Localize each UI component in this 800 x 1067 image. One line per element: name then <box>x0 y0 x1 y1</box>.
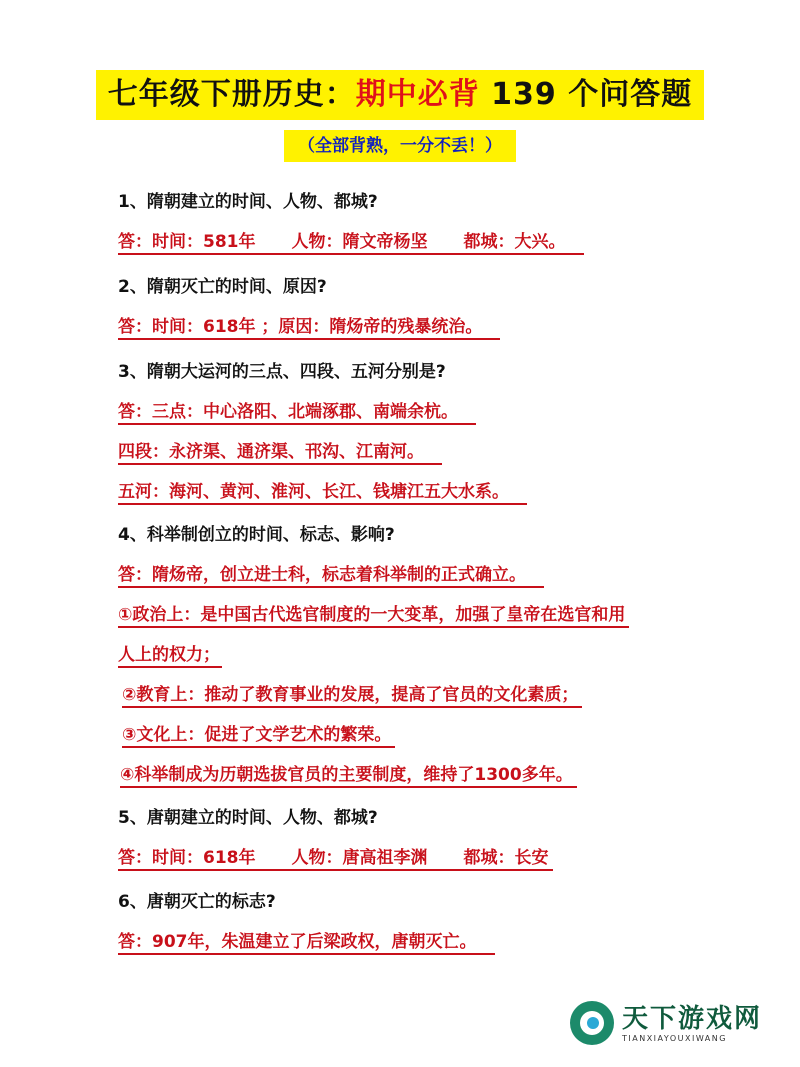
answer-4-education <box>122 682 582 708</box>
title-highlight: 期中必背 <box>355 77 480 112</box>
watermark-text <box>622 1004 762 1043</box>
watermark-logo <box>570 1001 762 1045</box>
answer-1-text <box>118 232 584 255</box>
answer-2-text: 答：时间：618年 ；原因：隋炀帝的残暴统治。 <box>118 317 500 340</box>
answer-3-sections-text: 四段：永济渠、通济渠、邗沟、江南河。 <box>118 442 442 465</box>
answer-4-selection-text: ④科举制成为历朝选拔官员的主要制度，维持了1300多年。 <box>120 765 577 788</box>
question-5: 5、唐朝建立的时间、人物、都城? <box>118 808 378 828</box>
answer-4-politics-text: ①政治上：是中国古代选官制度的一大变革，加强了皇帝在选官和用 <box>118 605 629 628</box>
title-banner <box>0 70 800 120</box>
answer-2 <box>118 314 500 340</box>
title-count: 139 个问答题 <box>479 77 693 112</box>
answer-3-sections <box>118 439 442 465</box>
answer-4-politics <box>118 602 629 628</box>
answer-3-points <box>118 399 476 425</box>
answer-3-rivers-text: 五河：海河、黄河、淮河、长江、钱塘江五大水系。 <box>118 482 527 505</box>
answer-prefix: 答： <box>118 232 152 252</box>
answer-prefix: 答： <box>118 848 152 868</box>
title-text: 七年级下册历史： <box>107 77 356 112</box>
question-4: 4、科举制创立的时间、标志、影响? <box>118 525 395 545</box>
question-6: 6、唐朝灭亡的标志? <box>118 892 276 912</box>
question-2: 2、隋朝灭亡的时间、原因? <box>118 277 327 297</box>
subtitle-banner <box>0 130 800 162</box>
question-3: 3、隋朝大运河的三点、四段、五河分别是? <box>118 362 446 382</box>
watermark-name: 天下游戏网 <box>621 1003 762 1034</box>
answer-person: 人物：唐高祖李渊 <box>291 848 428 868</box>
answer-time: 时间：581年 <box>152 232 256 252</box>
answer-capital: 都城：大兴。 <box>463 232 566 252</box>
answer-1 <box>118 229 584 255</box>
answer-4-education-text: ②教育上：推动了教育事业的发展，提高了官员的文化素质； <box>122 685 582 708</box>
answer-3-rivers <box>118 479 527 505</box>
subtitle: （全部背熟，一分不丢！） <box>284 130 516 162</box>
answer-5-text <box>118 848 553 871</box>
answer-6 <box>118 929 495 955</box>
question-1: 1、隋朝建立的时间、人物、都城? <box>118 192 378 212</box>
answer-4-selection <box>120 762 577 788</box>
swirl-logo-icon <box>570 1001 614 1045</box>
watermark-domain: TIANXIAYOUXIWANG <box>621 1033 727 1043</box>
answer-6-text: 答：907年，朱温建立了后梁政权，唐朝灭亡。 <box>118 932 495 955</box>
answer-4-culture <box>122 722 395 748</box>
answer-4-main-text: 答：隋炀帝，创立进士科，标志着科举制的正式确立。 <box>118 565 544 588</box>
answer-4-culture-text: ③文化上：促进了文学艺术的繁荣。 <box>122 725 395 748</box>
answer-4-main <box>118 562 544 588</box>
answer-4-politics-cont <box>118 642 222 668</box>
page-title <box>96 70 705 120</box>
answer-person: 人物：隋文帝杨坚 <box>291 232 428 252</box>
answer-time: 时间：618年 <box>152 848 256 868</box>
answer-4-politics-cont-text: 人上的权力； <box>118 645 222 668</box>
answer-capital: 都城：长安 <box>463 848 549 868</box>
answer-3-points-text: 答：三点：中心洛阳、北端涿郡、南端余杭。 <box>118 402 476 425</box>
answer-5 <box>118 845 553 871</box>
